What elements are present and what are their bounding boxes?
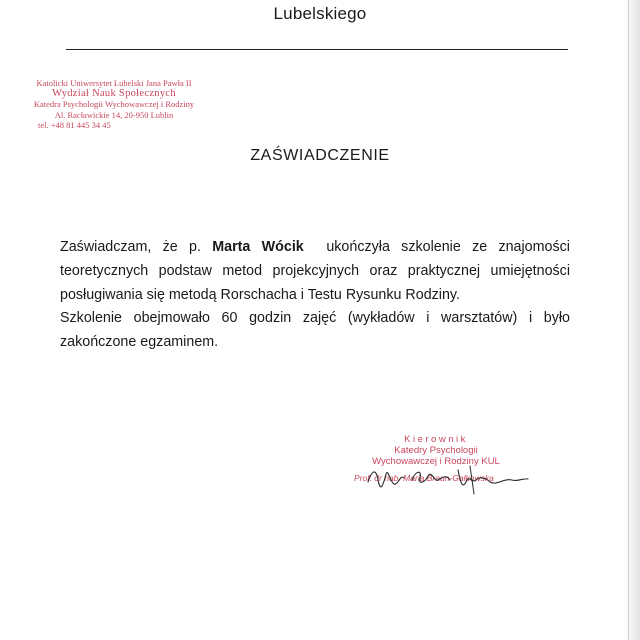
letterhead-divider [66, 49, 568, 50]
handwritten-signature [362, 460, 532, 500]
stamp-line-phone: tel. +48 81 445 34 45 [38, 120, 111, 130]
intro-text: Zaświadczam, że p. [60, 239, 201, 255]
person-name: Marta Wócik [212, 239, 304, 255]
document-body [60, 236, 570, 355]
paragraph-training-details: Szkolenie obejmowało 60 godzin zajęć (wykładów i warsztatów) i było zakończone egzaminem. [60, 310, 570, 351]
signature-stamp-name: Prof. dr hab. Maria Braun-Gałkowska [354, 473, 494, 483]
stamp-line-address: Al. Racławickie 14, 20-950 Lublin [54, 109, 174, 120]
stamp-line-university: Katolicki Uniwersytet Lubelski Jana Pawła II [36, 78, 192, 88]
signature-stamp-department: Katedry Psychologii [394, 445, 478, 456]
institution-stamp [24, 78, 204, 131]
signature-stamp-role: Kierownik [404, 434, 468, 445]
paragraph-certification [60, 236, 570, 307]
stamp-line-faculty: Wydział Nauk Społecznych [52, 87, 176, 99]
signature-stamp-unit: Wychowawczej i Rodziny KUL [372, 456, 500, 467]
document-title: ZAŚWIADCZENIE [250, 147, 390, 164]
paragraph1-text: ukończyła szkolenie ze znajomości teoretycznych podstaw metod projekcyjnych oraz praktycznej umiejętności posługiwania się metodą Rorschacha i Testu Rysunku Rodziny. [60, 239, 570, 303]
scan-edge-line [628, 0, 629, 640]
letterhead-title: Lubelskiego [273, 4, 367, 23]
stamp-line-department: Katedra Psychologii Wychowawczej i Rodziny [33, 99, 195, 109]
